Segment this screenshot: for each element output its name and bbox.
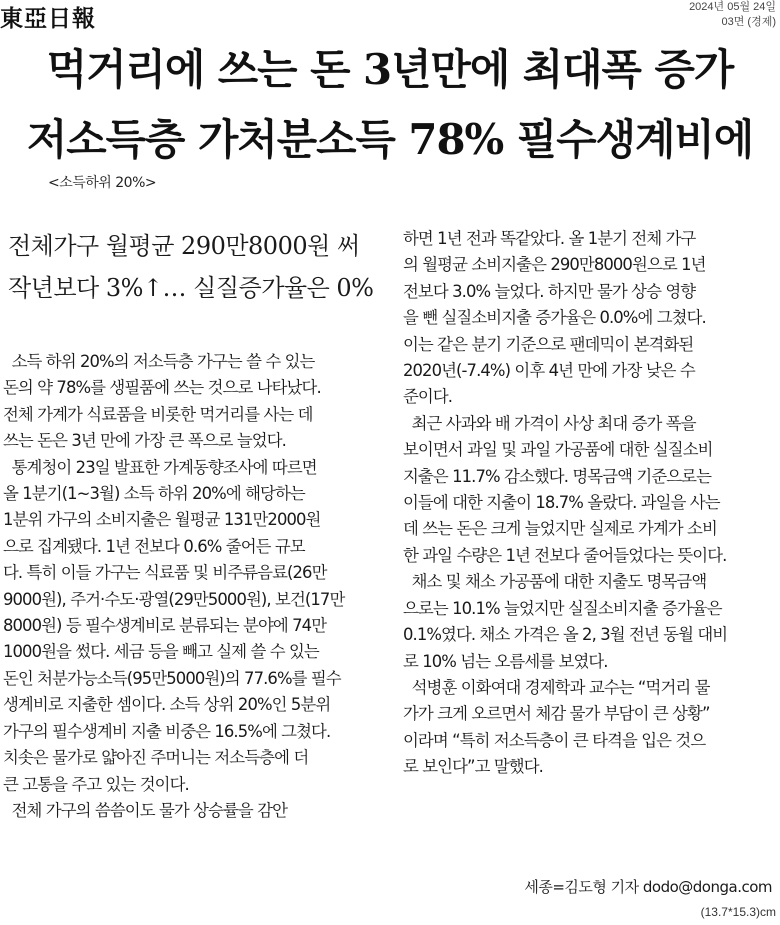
- article-line: 보이면서 과일 및 과일 가공품에 대한 실질소비: [403, 440, 713, 460]
- article-line: 이들에 대한 지출이 18.7% 올랐다. 과일을 사는: [403, 493, 720, 513]
- article-line: 채소 및 채소 가공품에 대한 지출도 명목금액: [403, 572, 707, 592]
- article-line: 데 쓰는 돈은 크게 늘었지만 실제로 가계가 소비: [403, 519, 717, 539]
- page-section: 03면 (경제): [721, 16, 776, 28]
- article-line: 로 10% 넘는 오름세를 보였다.: [403, 651, 608, 671]
- article-line: 가구의 필수생계비 지출 비중은 16.5%에 그쳤다.: [3, 721, 331, 741]
- article-line: 전보다 3.0% 늘었다. 하지만 물가 상승 영향: [403, 281, 696, 301]
- article-line: 이라며 “특히 저소득층이 큰 타격을 입은 것으: [403, 730, 706, 750]
- article-column-right: [403, 226, 775, 781]
- article-size-note: (13.7*15.3)cm: [700, 905, 776, 919]
- byline: 세종=김도형 기자 dodo@donga.com: [524, 878, 772, 896]
- headline-line-1: 먹거리에 쓰는 돈 3년만에 최대폭 증가: [46, 45, 734, 94]
- article-line: 다. 특히 이들 가구는 식료품 및 비주류음료(26만: [3, 563, 327, 583]
- article-line: 으로는 10.1% 늘었지만 실질소비지출 증가율은: [403, 598, 722, 618]
- article-line: 이는 같은 분기 기준으로 팬데믹이 본격화된: [403, 334, 694, 354]
- article-line: 치솟은 물가로 얇아진 주머니는 저소득층에 더: [3, 748, 309, 768]
- article-line: 한 과일 수량은 1년 전보다 줄어들었다는 뜻이다.: [403, 545, 727, 565]
- article-line: 으로 집계됐다. 1년 전보다 0.6% 줄어든 규모: [3, 536, 305, 556]
- article-line: 돈의 약 78%를 생필품에 쓰는 것으로 나타났다.: [3, 378, 321, 398]
- article-line: 1분위 가구의 소비지출은 월평균 131만2000원: [3, 510, 321, 530]
- article-line: 쓰는 돈은 3년 만에 가장 큰 폭으로 늘었다.: [3, 431, 286, 451]
- subheadline-line-2: 작년보다 3%↑… 실질증가율은 0%: [8, 274, 374, 302]
- article-line: 가가 크게 오르면서 체감 물가 부담이 큰 상황”: [403, 704, 710, 724]
- article-line: 8000원) 등 필수생계비로 분류되는 분야에 74만: [3, 616, 327, 636]
- article-line: 로 보인다”고 말했다.: [403, 757, 543, 777]
- article-line: 석병훈 이화여대 경제학과 교수는 “먹거리 물: [403, 677, 710, 697]
- article-line: 하면 1년 전과 똑같았다. 올 1분기 전체 가구: [403, 229, 696, 248]
- article-line: 전체 가구의 씀씀이도 물가 상승률을 감안: [3, 800, 288, 820]
- article-line: 통계청이 23일 발표한 가계동향조사에 따르면: [3, 457, 317, 477]
- article-line: 최근 사과와 배 가격이 사상 최대 증가 폭을: [403, 413, 696, 433]
- article-line: 소득 하위 20%의 저소득층 가구는 쓸 수 있는: [3, 352, 315, 371]
- article-line: 1000원을 썼다. 세금 등을 빼고 실제 쓸 수 있는: [3, 642, 319, 662]
- article-line: 지출은 11.7% 감소했다. 명목금액 기준으로는: [403, 466, 712, 486]
- article-line: 전체 가계가 식료품을 비롯한 먹거리를 사는 데: [3, 404, 313, 424]
- subheadline: [8, 225, 378, 309]
- article-line: 생계비로 지출한 셈이다. 소득 상위 20%인 5분위: [3, 695, 331, 715]
- article-line: 9000원), 주거·수도·광열(29만5000원), 보건(17만: [3, 589, 345, 609]
- issue-date: 2024년 05월 24일: [689, 1, 776, 13]
- newspaper-masthead: 東亞日報: [0, 5, 96, 32]
- issue-meta: [689, 0, 776, 30]
- headline-line-2: 저소득층 가처분소득 78% 필수생계비에: [26, 115, 754, 164]
- subheadline-line-1: 전체가구 월평균 290만8000원 써: [8, 232, 360, 260]
- article-line: 2020년(-7.4%) 이후 4년 만에 가장 낮은 수: [403, 361, 695, 381]
- article-line: 올 1분기(1~3월) 소득 하위 20%에 해당하는: [3, 484, 305, 504]
- article-line: 0.1%였다. 채소 가격은 올 2, 3월 전년 동월 대비: [403, 625, 728, 645]
- article-line: 돈인 처분가능소득(95만5000원)의 77.6%를 필수: [3, 668, 341, 688]
- article-line: 의 월평균 소비지출은 290만8000원으로 1년: [403, 255, 706, 275]
- article-line: 준이다.: [403, 387, 453, 407]
- chart-tag: <소득하위 20%>: [48, 175, 157, 191]
- article-line: 큰 고통을 주고 있는 것이다.: [3, 774, 189, 794]
- article-line: 을 뺀 실질소비지출 증가율은 0.0%에 그쳤다.: [403, 308, 706, 328]
- article-column-left: [3, 349, 375, 824]
